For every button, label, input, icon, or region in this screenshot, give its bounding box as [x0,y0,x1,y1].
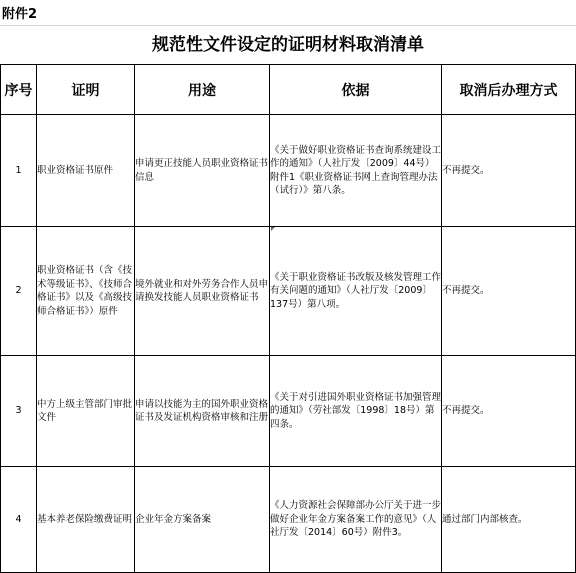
table-row [1,115,576,227]
divider [0,25,576,26]
proof-cell [37,115,135,227]
proof-text: 中方上级主管部门审批文件 [37,398,133,423]
method-cell [442,227,576,356]
method-text: 通过部门内部核查。 [442,513,528,525]
row-number: 4 [1,467,37,573]
proof-cell [37,356,135,467]
purpose-cell [135,356,270,467]
table-header-row [1,65,576,115]
row-number: 3 [1,356,37,467]
method-cell [442,467,576,573]
attachment-label: 附件2 [2,7,38,22]
method-text: 不再提交。 [442,405,490,417]
method-text: 不再提交。 [442,285,490,297]
header-basis: 依据 [270,65,442,115]
header-no: 序号 [1,65,37,115]
row-number: 1 [1,115,37,227]
proof-text: 职业资格证书原件 [37,164,114,176]
proof-cell [37,467,135,573]
header-proof: 证明 [37,65,135,115]
page-title: 规范性文件设定的证明材料取消清单 [152,35,424,55]
purpose-text: 境外就业和对外劳务合作人员申请换发技能人员职业资格证书 [135,278,269,303]
method-cell [442,356,576,467]
row-number: 2 [1,227,37,356]
basis-cell [270,356,442,467]
method-text: 不再提交。 [442,164,490,176]
basis-text: 《关于职业资格证书改版及核发管理工作有关问题的通知》（人社厅发〔2009〕137号）第八项。 [270,271,442,310]
header-method: 取消后办理方式 [442,65,576,115]
proof-cell [37,227,135,356]
table-row [1,467,576,573]
basis-cell [270,115,442,227]
purpose-text: 申请以技能为主的国外职业资格证书及发证机构资格审核和注册 [135,398,269,423]
basis-cell [270,227,442,356]
method-cell [442,115,576,227]
proof-text: 职业资格证书（含《技术等级证书》、《技师合格证书》以及《高级技师合格证书》）原件 [37,265,133,317]
proof-text: 基本养老保险缴费证明 [37,513,133,525]
purpose-cell [135,227,270,356]
purpose-cell [135,467,270,573]
table-row [1,227,576,356]
table-row [1,356,576,467]
basis-text: 《关于做好职业资格证书查询系统建设工作的通知》（人社厅发〔2009〕44号）附件1《职业资格证书网上查询管理办法（试行）》第八条。 [270,144,442,196]
purpose-cell [135,115,270,227]
purpose-text: 申请更正技能人员职业资格证书信息 [135,158,269,183]
proof-cancellation-table [0,64,576,573]
cell-comment-marker [271,227,275,231]
purpose-text: 企业年金方案备案 [135,513,212,525]
header-purpose: 用途 [135,65,270,115]
basis-cell [270,467,442,573]
basis-text: 《人力资源社会保障部办公厅关于进一步做好企业年金方案备案工作的意见》（人社厅发〔2014〕60号）附件3。 [270,500,442,539]
basis-text: 《关于对引进国外职业资格证书加强管理的通知》（劳社部发〔1998〕18号）第四条。 [270,391,442,430]
